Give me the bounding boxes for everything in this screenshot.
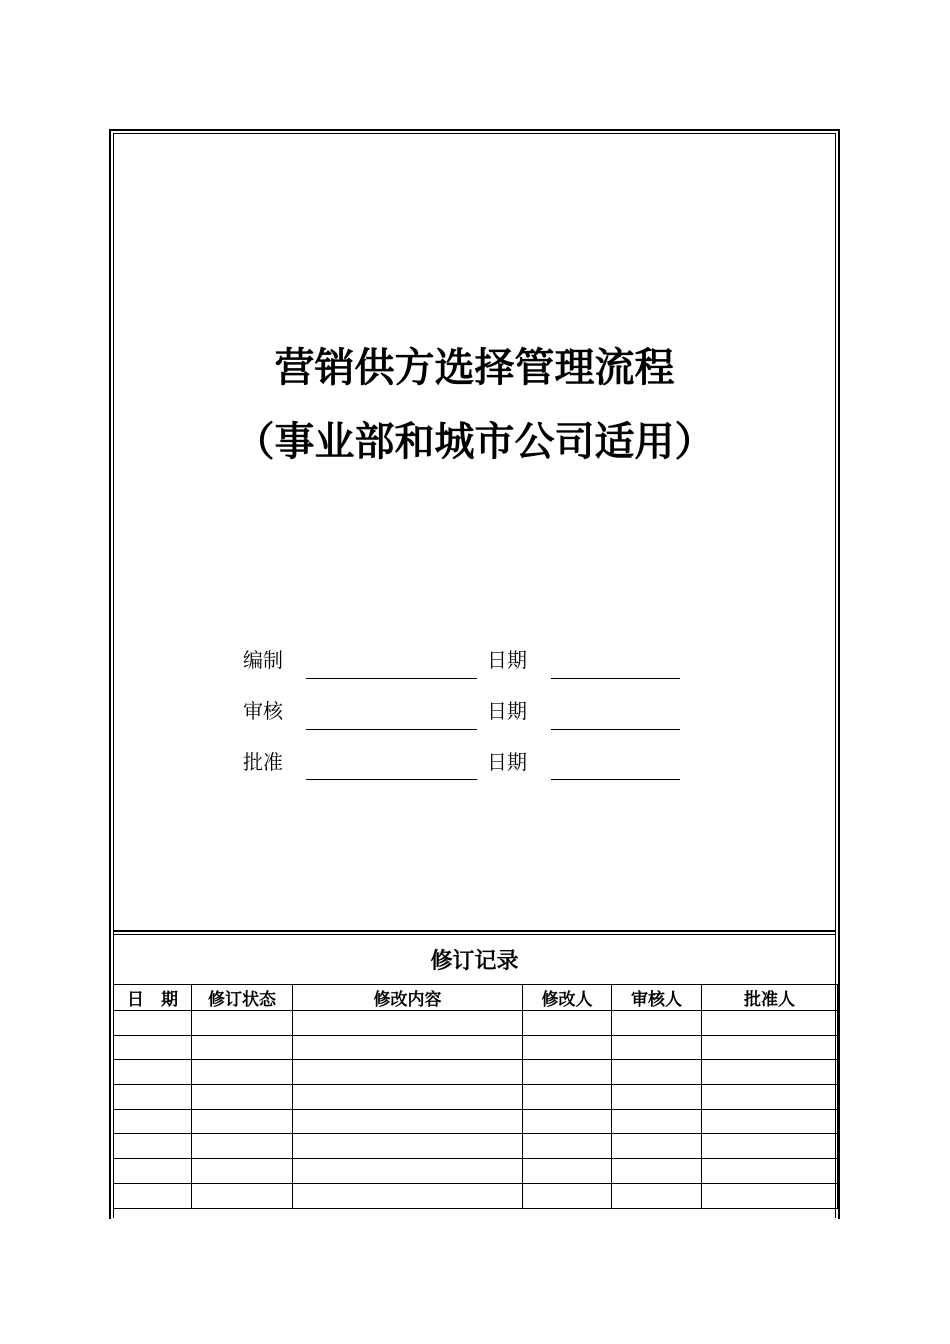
table-row <box>114 1159 838 1184</box>
reviewer-cell[interactable] <box>612 1060 702 1085</box>
reviewer-cell[interactable] <box>612 1134 702 1159</box>
approver-cell[interactable] <box>702 1085 838 1110</box>
content-cell[interactable] <box>293 1159 523 1184</box>
date-cell[interactable] <box>114 1109 192 1134</box>
col-header-reviewer: 审核人 <box>612 985 702 1011</box>
reviewed-by-field[interactable] <box>306 729 477 730</box>
prepared-by-label: 编制 <box>243 648 283 672</box>
reviewed-by-label: 审核 <box>243 699 283 723</box>
table-header-row <box>114 985 838 1011</box>
document-subtitle: （事业部和城市公司适用） <box>234 418 715 465</box>
content-cell[interactable] <box>293 1035 523 1060</box>
status-cell[interactable] <box>192 1035 293 1060</box>
modifier-cell[interactable] <box>523 1109 612 1134</box>
approver-cell[interactable] <box>702 1183 838 1208</box>
prepared-date-field[interactable] <box>551 678 680 679</box>
prepared-by-field[interactable] <box>306 678 477 679</box>
status-cell[interactable] <box>192 1134 293 1159</box>
date-cell[interactable] <box>114 1159 192 1184</box>
date-cell[interactable] <box>114 1060 192 1085</box>
approved-date-label: 日期 <box>487 750 527 774</box>
approved-by-label: 批准 <box>243 750 283 774</box>
document-title: 营销供方选择管理流程 <box>274 344 675 391</box>
table-row <box>114 1035 838 1060</box>
table-row <box>114 1109 838 1134</box>
reviewer-cell[interactable] <box>612 1183 702 1208</box>
table-row <box>114 1183 838 1208</box>
approver-cell[interactable] <box>702 1060 838 1085</box>
col-header-date: 日 期 <box>114 985 192 1011</box>
content-cell[interactable] <box>293 1134 523 1159</box>
content-cell[interactable] <box>293 1109 523 1134</box>
reviewer-cell[interactable] <box>612 1011 702 1036</box>
modifier-cell[interactable] <box>523 1085 612 1110</box>
date-cell[interactable] <box>114 1035 192 1060</box>
approver-cell[interactable] <box>702 1109 838 1134</box>
table-row <box>114 1085 838 1110</box>
modifier-cell[interactable] <box>523 1159 612 1184</box>
approved-date-field[interactable] <box>551 779 680 780</box>
modifier-cell[interactable] <box>523 1060 612 1085</box>
col-header-modifier: 修改人 <box>523 985 612 1011</box>
reviewer-cell[interactable] <box>612 1035 702 1060</box>
col-header-approver: 批准人 <box>702 985 838 1011</box>
reviewer-cell[interactable] <box>612 1085 702 1110</box>
table-row <box>114 1134 838 1159</box>
modifier-cell[interactable] <box>523 1134 612 1159</box>
status-cell[interactable] <box>192 1011 293 1036</box>
approver-cell[interactable] <box>702 1011 838 1036</box>
modifier-cell[interactable] <box>523 1183 612 1208</box>
status-cell[interactable] <box>192 1085 293 1110</box>
col-header-status: 修订状态 <box>192 985 293 1011</box>
date-cell[interactable] <box>114 1085 192 1110</box>
prepared-date-label: 日期 <box>487 648 527 672</box>
content-cell[interactable] <box>293 1011 523 1036</box>
content-cell[interactable] <box>293 1085 523 1110</box>
section-divider-thin <box>113 934 836 935</box>
reviewed-date-label: 日期 <box>487 699 527 723</box>
approver-cell[interactable] <box>702 1035 838 1060</box>
approver-cell[interactable] <box>702 1134 838 1159</box>
section-divider <box>113 930 836 932</box>
status-cell[interactable] <box>192 1159 293 1184</box>
date-cell[interactable] <box>114 1183 192 1208</box>
modifier-cell[interactable] <box>523 1035 612 1060</box>
reviewer-cell[interactable] <box>612 1159 702 1184</box>
reviewed-date-field[interactable] <box>551 729 680 730</box>
revision-table <box>113 984 838 1209</box>
status-cell[interactable] <box>192 1060 293 1085</box>
modifier-cell[interactable] <box>523 1011 612 1036</box>
table-row <box>114 1060 838 1085</box>
table-row <box>114 1011 838 1036</box>
date-cell[interactable] <box>114 1011 192 1036</box>
reviewer-cell[interactable] <box>612 1109 702 1134</box>
status-cell[interactable] <box>192 1183 293 1208</box>
content-cell[interactable] <box>293 1060 523 1085</box>
status-cell[interactable] <box>192 1109 293 1134</box>
content-cell[interactable] <box>293 1183 523 1208</box>
revision-record-title: 修订记录 <box>430 948 519 974</box>
date-cell[interactable] <box>114 1134 192 1159</box>
col-header-content: 修改内容 <box>293 985 523 1011</box>
approved-by-field[interactable] <box>306 779 477 780</box>
approver-cell[interactable] <box>702 1159 838 1184</box>
